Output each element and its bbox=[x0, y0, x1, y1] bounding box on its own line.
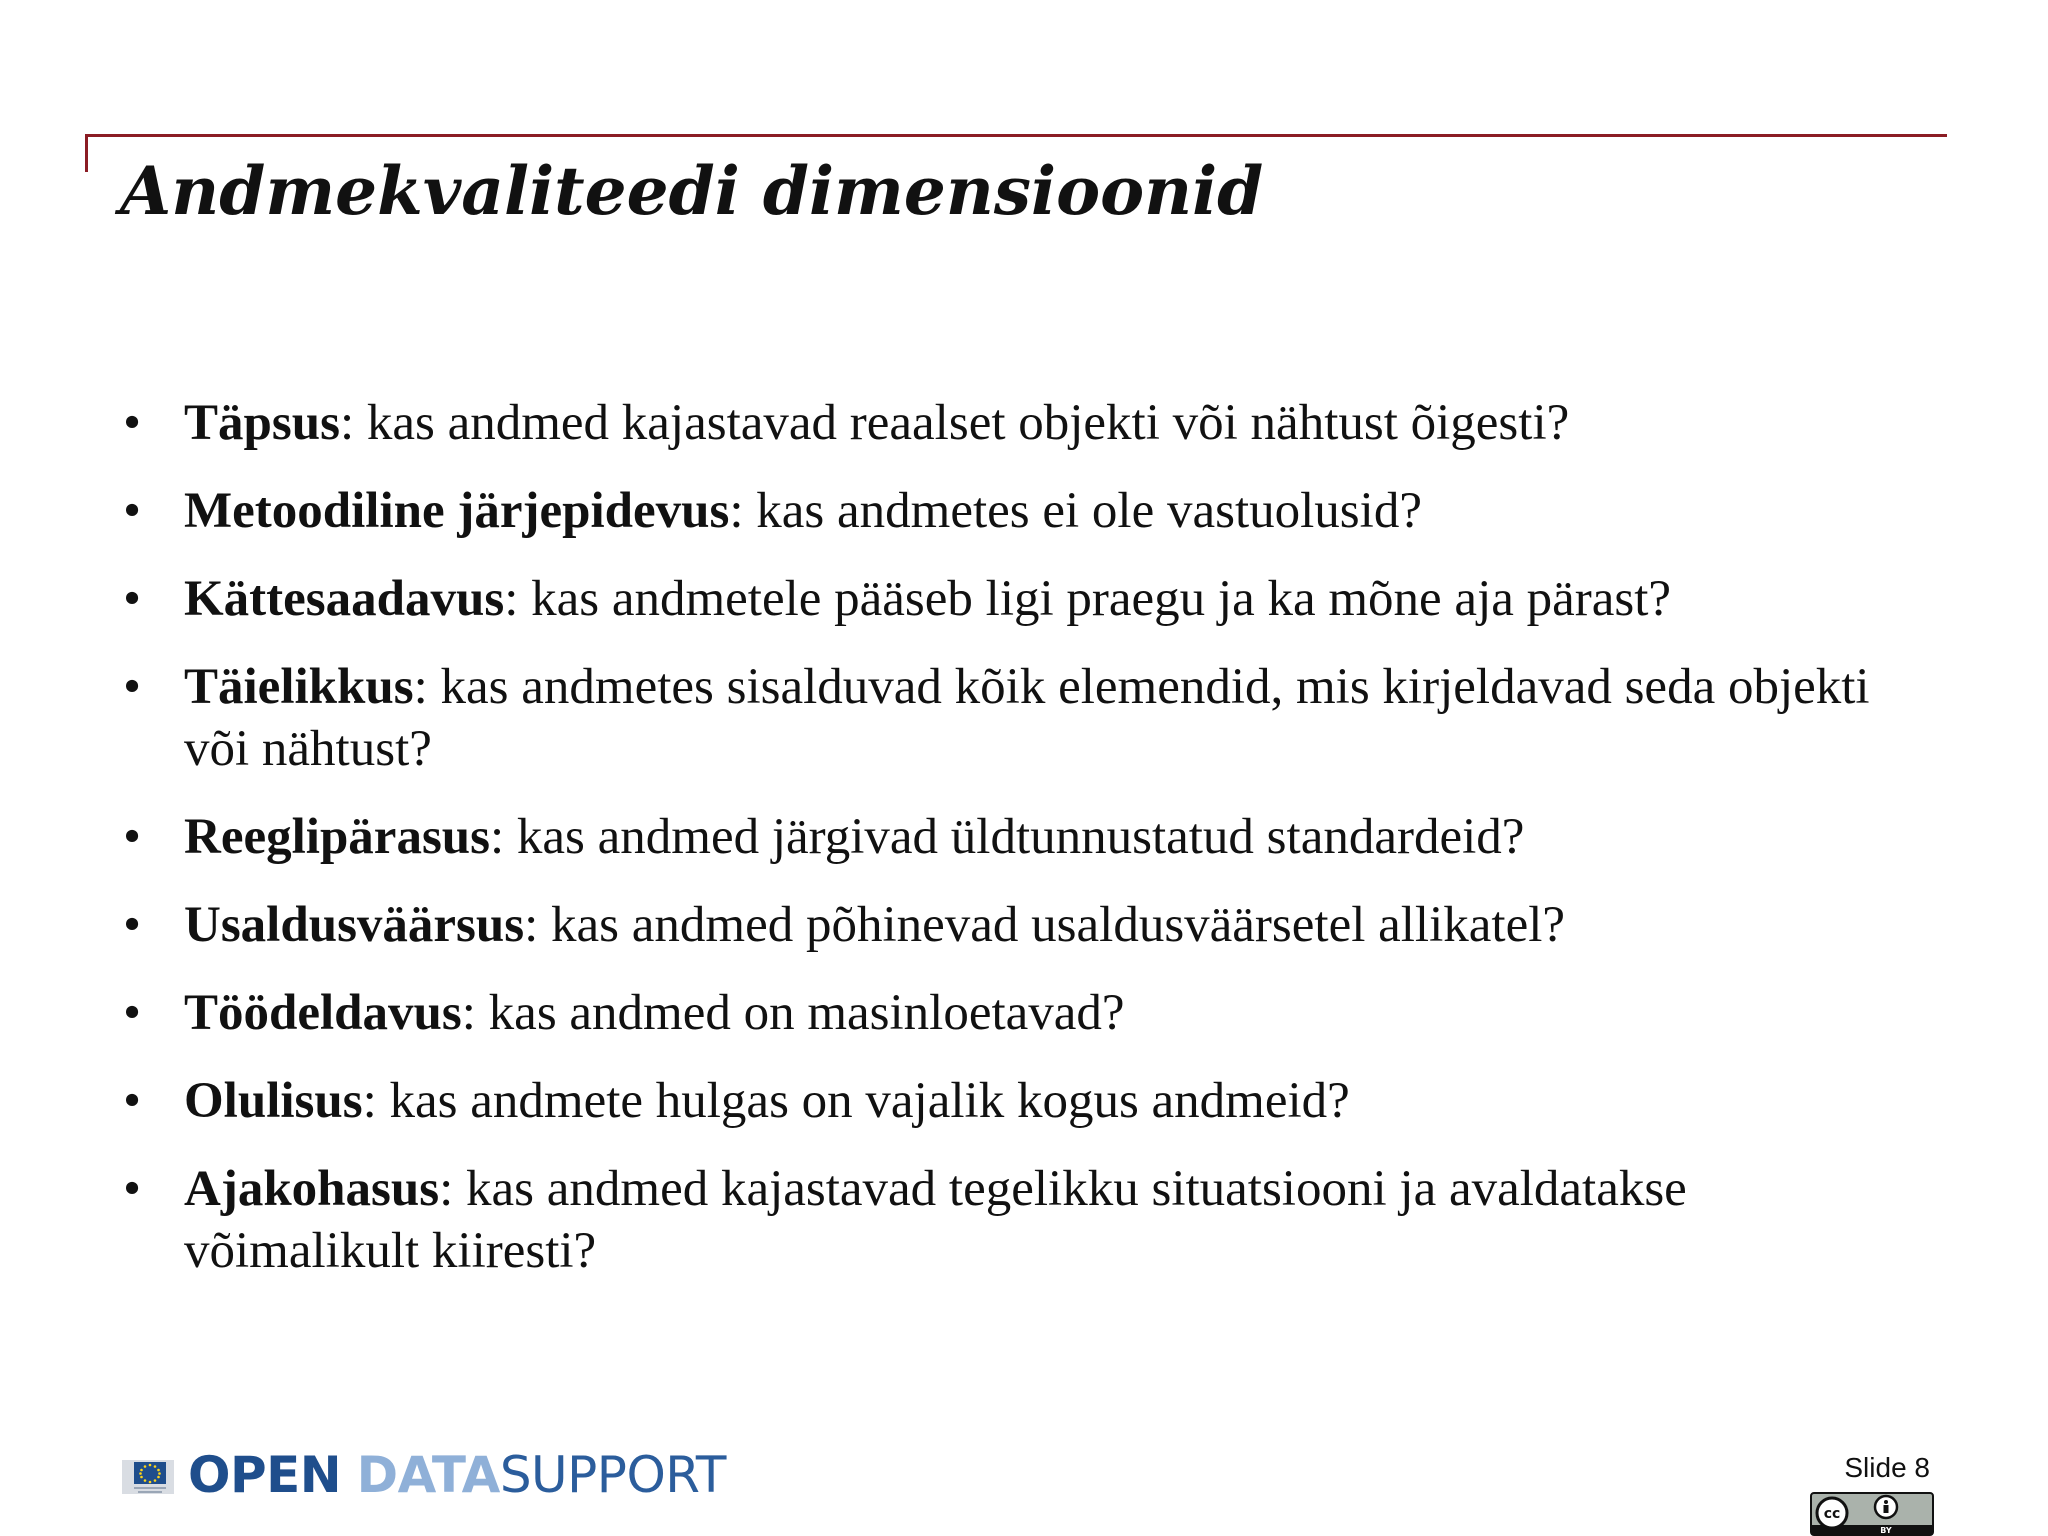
bullet-text: : kas andmete hulgas on vajalik kogus andmeid? bbox=[362, 1073, 1350, 1129]
by-label: BY bbox=[1880, 1526, 1892, 1535]
logo-data-text: DATA bbox=[356, 1446, 500, 1504]
title-rule bbox=[85, 134, 1947, 137]
logo-open-text: OPEN bbox=[188, 1446, 342, 1504]
bullet-text: : kas andmed järgivad üldtunnustatud standardeid? bbox=[490, 809, 1525, 865]
list-item bbox=[120, 982, 1920, 1044]
bullet-text: : kas andmed kajastavad reaalset objekti või nähtust õigesti? bbox=[339, 395, 1570, 451]
bullet-list bbox=[120, 392, 1920, 1308]
bullet-term: Olulisus bbox=[184, 1073, 363, 1129]
list-item bbox=[120, 656, 1920, 780]
bullet-text: : kas andmetes ei ole vastuolusid? bbox=[729, 483, 1422, 539]
logo-wordmark bbox=[188, 1446, 726, 1504]
bullet-icon: • bbox=[123, 395, 141, 451]
list-item bbox=[120, 392, 1920, 454]
bullet-term: Metoodiline järjepidevus bbox=[184, 483, 730, 539]
bullet-term: Kättesaadavus bbox=[184, 571, 505, 627]
bullet-icon: • bbox=[123, 985, 141, 1041]
bullet-text: : kas andmetele pääseb ligi praegu ja ka mõne aja pärast? bbox=[504, 571, 1672, 627]
list-item bbox=[120, 806, 1920, 868]
bullet-term: Töödeldavus bbox=[184, 985, 462, 1041]
cc-label: cc bbox=[1823, 1506, 1841, 1522]
bullet-icon: • bbox=[123, 897, 141, 953]
list-item bbox=[120, 480, 1920, 542]
list-item bbox=[120, 1070, 1920, 1132]
bullet-term: Ajakohasus bbox=[184, 1161, 440, 1217]
bullet-term: Reeglipärasus bbox=[184, 809, 490, 865]
eu-flag-icon bbox=[120, 1454, 178, 1496]
bullet-icon: • bbox=[123, 659, 141, 715]
list-item bbox=[120, 894, 1920, 956]
bullet-icon: • bbox=[123, 571, 141, 627]
list-item bbox=[120, 568, 1920, 630]
bullet-icon: • bbox=[123, 1073, 141, 1129]
bullet-text: : kas andmed kajastavad tegelikku situatsiooni ja avaldatakse võimalikult kiiresti? bbox=[184, 1161, 1687, 1279]
bullet-term: Täielikkus bbox=[184, 659, 414, 715]
bullet-text: : kas andmed põhinevad usaldusväärsetel allikatel? bbox=[524, 897, 1566, 953]
list-item bbox=[120, 1158, 1920, 1282]
bullet-text: : kas andmetes sisalduvad kõik elemendid, mis kirjeldavad seda objekti või nähtust? bbox=[184, 659, 1870, 777]
bullet-icon: • bbox=[123, 483, 141, 539]
open-data-support-logo bbox=[120, 1440, 726, 1510]
bullet-term: Täpsus bbox=[184, 395, 340, 451]
cc-by-icon bbox=[1810, 1492, 1934, 1536]
bullet-text: : kas andmed on masinloetavad? bbox=[461, 985, 1125, 1041]
slide-number: Slide 8 bbox=[1844, 1452, 1930, 1483]
title-rule-corner bbox=[85, 134, 88, 172]
bullet-term: Usaldusväärsus bbox=[184, 897, 525, 953]
logo-support-text: SUPPORT bbox=[499, 1446, 726, 1504]
slide-title: Andmekvaliteedi dimensioonid bbox=[120, 152, 1264, 230]
bullet-icon: • bbox=[123, 1161, 141, 1217]
bullet-icon: • bbox=[123, 809, 141, 865]
